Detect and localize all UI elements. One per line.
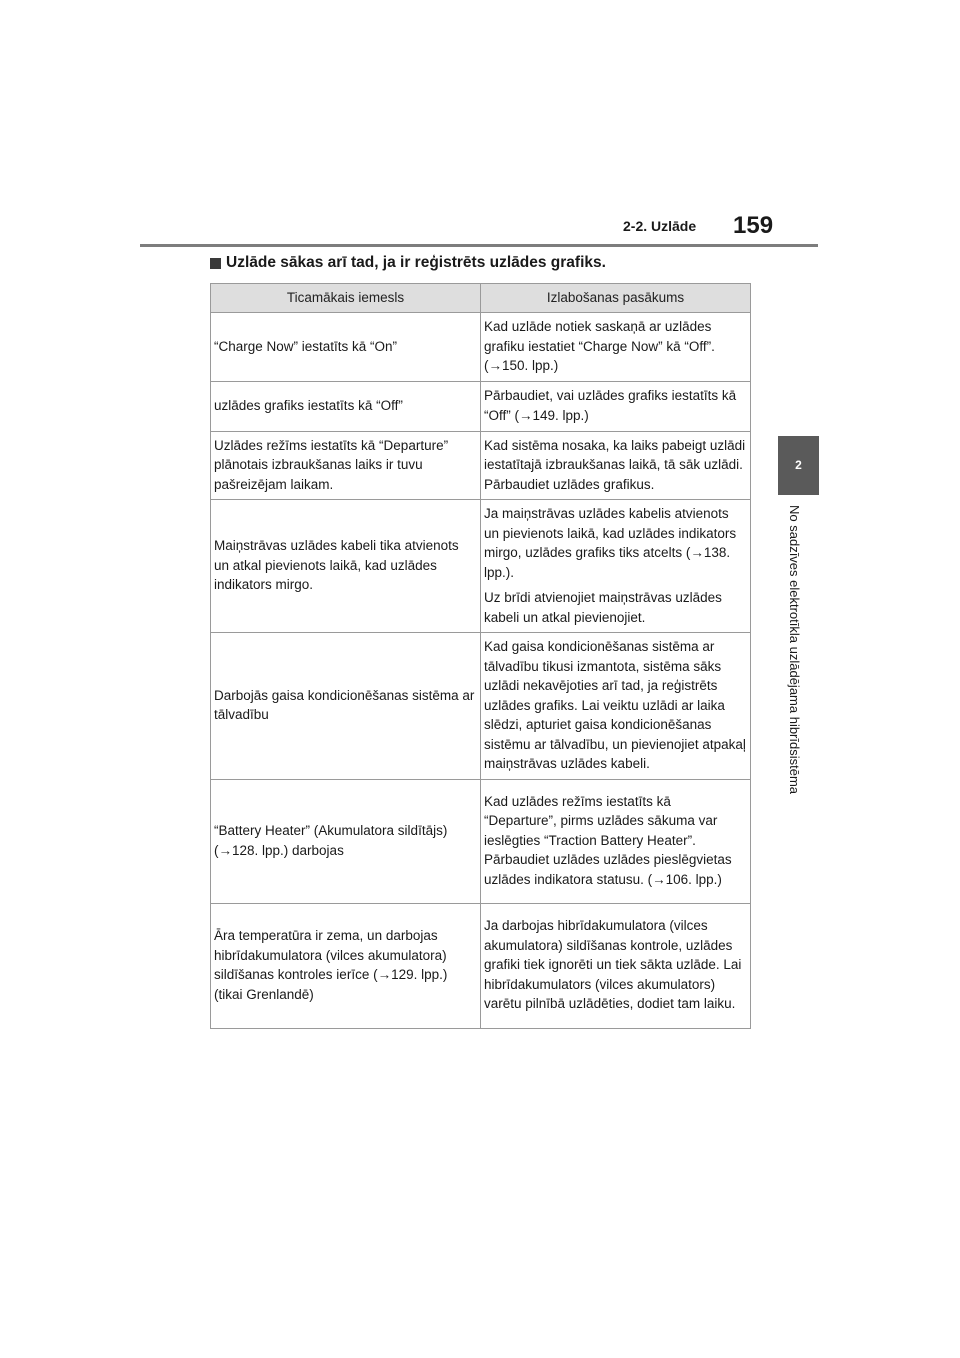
column-header-remedy: Izlabošanas pasākums (481, 284, 751, 313)
troubleshooting-table (210, 283, 751, 1029)
remedy-cell (481, 313, 751, 382)
header-divider (140, 244, 818, 247)
column-header-cause: Ticamākais iemesls (211, 284, 481, 313)
section-heading-text: Uzlāde sākas arī tad, ja ir reģistrēts uzlādes grafiks. (226, 254, 606, 271)
cause-cell: Āra temperatūra ir zema, un darbojas hibrīdakumulatora (vilces akumulatora) sildīšanas kontroles ierīce (→129. lpp.) (tikai Grenlandē) (211, 903, 481, 1028)
square-bullet-icon (210, 258, 221, 269)
cause-cell: uzlādes grafiks iestatīts kā “Off” (211, 381, 481, 431)
remedy-text: Kad gaisa kondicionēšanas sistēma ar tālvadību tikusi izmantota, sistēma sāks uzlādi nekavējoties arī tad, ja reģistrēts uzlādes grafiks. Lai veiktu uzlādi ar laika slēdzi, apturiet gaisa kondicionēšanas sistēmu ar tālvadību, un pievienojiet atpakaļ maiņstrāvas uzlādes kabeli. (484, 639, 746, 771)
table-header-row (211, 284, 751, 313)
remedy-cell (481, 779, 751, 903)
page-number: 159 (733, 212, 774, 239)
cause-cell: Maiņstrāvas uzlādes kabeli tika atvienots un atkal pievienots laikā, kad uzlādes indikators mirgo. (211, 500, 481, 633)
chapter-title: No sadzīves elektrotīkla uzlādējama hibrīdsistēma (787, 505, 802, 795)
table-row (211, 500, 751, 633)
table-row (211, 313, 751, 382)
chapter-number: 2 (795, 458, 802, 472)
remedy-cell (481, 500, 751, 633)
cause-cell: Uzlādes režīms iestatīts kā “Departure” plānotais izbraukšanas laiks ir tuvu pašreizējam laikam. (211, 431, 481, 500)
table-row (211, 903, 751, 1028)
remedy-cell (481, 381, 751, 431)
cause-cell: Darbojās gaisa kondicionēšanas sistēma ar tālvadību (211, 633, 481, 780)
remedy-text: Kad uzlāde notiek saskaņā ar uzlādes grafiku iestatiet “Charge Now” kā “Off”. (→150. lpp.) (484, 319, 715, 373)
remedy-text: Uz brīdi atvienojiet maiņstrāvas uzlādes kabeli un atkal pievienojiet. (484, 590, 722, 625)
cause-cell: “Battery Heater” (Akumulatora sildītājs)(→128. lpp.) darbojas (211, 779, 481, 903)
remedy-text: Kad sistēma nosaka, ka laiks pabeigt uzlādi iestatītajā izbraukšanas laikā, tā sāk uzlādi. Pārbaudiet uzlādes grafikus. (484, 437, 746, 492)
remedy-text: Ja maiņstrāvas uzlādes kabelis atvienots un pievienots laikā, kad uzlādes indikators mirgo, uzlādes grafiks tiks atcelts (→138. lpp.). (484, 506, 737, 580)
table-row (211, 633, 751, 780)
remedy-cell (481, 903, 751, 1028)
remedy-text: Kad uzlādes režīms iestatīts kā “Departure”, pirms uzlādes sākuma var ieslēgties “Traction Battery Heater”. Pārbaudiet uzlādes uzlādes pieslēgvietas uzlādes indikatora statusu. (→106. lpp.) (484, 793, 732, 887)
remedy-cell (481, 633, 751, 780)
table-row (211, 431, 751, 500)
section-title: 2-2. Uzlāde (623, 218, 697, 234)
chapter-tab (778, 436, 819, 495)
section-heading (210, 254, 606, 272)
table-row (211, 381, 751, 431)
table-row (211, 779, 751, 903)
remedy-text: Ja darbojas hibrīdakumulatora (vilces akumulatora) sildīšanas kontrole, uzlādes grafiki tiek ignorēti un tiek sākta uzlāde. Lai hibrīdakumulators (vilces akumulators) varētu pilnībā uzlādēties, dodiet tam laiku. (484, 918, 742, 1012)
cause-cell: “Charge Now” iestatīts kā “On” (211, 313, 481, 382)
remedy-text: Pārbaudiet, vai uzlādes grafiks iestatīts kā “Off” (→149. lpp.) (484, 388, 737, 423)
remedy-cell (481, 431, 751, 500)
